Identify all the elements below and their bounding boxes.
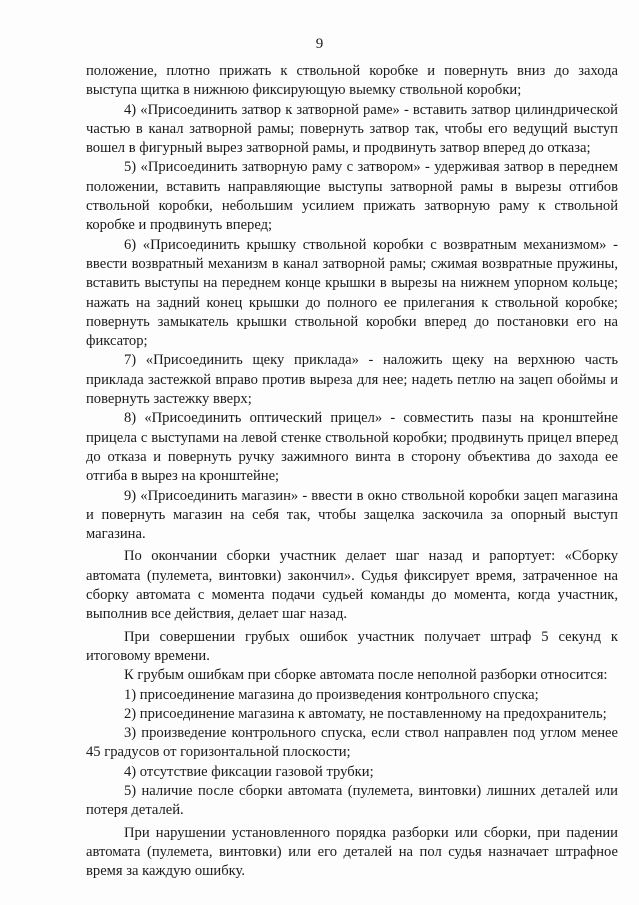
- paragraph-completion: По окончании сборки участник делает шаг назад и рапортует: «Сборку автомата (пулемета, винтовки) закончил». Судья фиксирует время, затраченное на сборку автомата с момента подачи судьей команды до момента, когда участник, выполнив все действия, делает шаг назад.: [86, 548, 618, 623]
- paragraph-step-9: 9) «Присоединить магазин» - ввести в окно ствольной коробки зацеп магазина и повернуть магазин на себя так, чтобы защелка заскочила за опорный выступ магазина.: [86, 487, 618, 543]
- list-item-error-1: 1) присоединение магазина до произведения контрольного спуска;: [124, 686, 539, 703]
- paragraph-step-8: 8) «Присоединить оптический прицел» - совместить пазы на кронштейне прицела с выступами на левой стенке ствольной коробки; продвинуть прицел вперед до отказа и повернуть ручку зажимного винта в сторону объектива до захода ее отгиба в вырез на кронштейне;: [86, 410, 618, 485]
- list-item-error-4: 4) отсутствие фиксации газовой трубки;: [124, 763, 374, 780]
- paragraph-step-4: 4) «Присоединить затвор к затворной раме» - вставить затвор цилиндрической частью в канал затворной рамы; повернуть затвор так, чтобы его ведущий выступ вошел в фигурный вырез затворной рамы, и продвинуть затвор вперед до отказа;: [86, 101, 618, 157]
- list-item-error-3: 3) произведение контрольного спуска, если ствол направлен под углом менее 45 градусов от горизонтальной плоскости;: [86, 725, 618, 761]
- list-item-error-5: 5) наличие после сборки автомата (пулемета, винтовки) лишних деталей или потеря деталей.: [86, 782, 618, 819]
- list-item-error-2: 2) присоединение магазина к автомату, не поставленному на предохранитель;: [124, 705, 607, 722]
- page-number: 9: [315, 36, 324, 52]
- paragraph-violations: При нарушении установленного порядка разборки или сборки, при падении автомата (пулемета, винтовки) или его деталей на пол судья назначает штрафное время за каждую ошибку.: [86, 824, 618, 880]
- paragraph-continuation: положение, плотно прижать к ствольной коробке и повернуть вниз до захода выступа щитка в нижнюю фиксирующую выемку ствольной коробки;: [86, 63, 618, 99]
- paragraph-step-5: 5) «Присоединить затворную раму с затвором» - удерживая затвор в переднем положении, вставить направляющие выступы затворной рамы в вырезы отгибов ствольной коробки, небольшим усилием прижать затворную раму к ствольной коробке и продвинуть вперед;: [86, 159, 618, 234]
- paragraph-step-6: 6) «Присоединить крышку ствольной коробки с возвратным механизмом» - ввести возвратный механизм в канал затворной рамы; сжимая возвратные пружины, вставить выступы на переднем конце крышки в вырезы на нижнем упорном кольце; нажать на задний конец крышки до полного ее прилегания к ствольной коробке; повернуть замыкатель крышки ствольной коробки вперед до постановки его на фиксатор;: [86, 236, 618, 350]
- paragraph-step-7: 7) «Присоединить щеку приклада» - наложить щеку на верхнюю часть приклада застежкой вправо против выреза для нее; надеть петлю на зацеп обоймы и повернуть застежку вверх;: [86, 352, 618, 408]
- paragraph-errors-intro: К грубым ошибкам при сборке автомата после неполной разборки относится:: [124, 667, 608, 684]
- paragraph-penalty: При совершении грубых ошибок участник получает штраф 5 секунд к итоговому времени.: [86, 628, 618, 664]
- document-body: [86, 62, 618, 881]
